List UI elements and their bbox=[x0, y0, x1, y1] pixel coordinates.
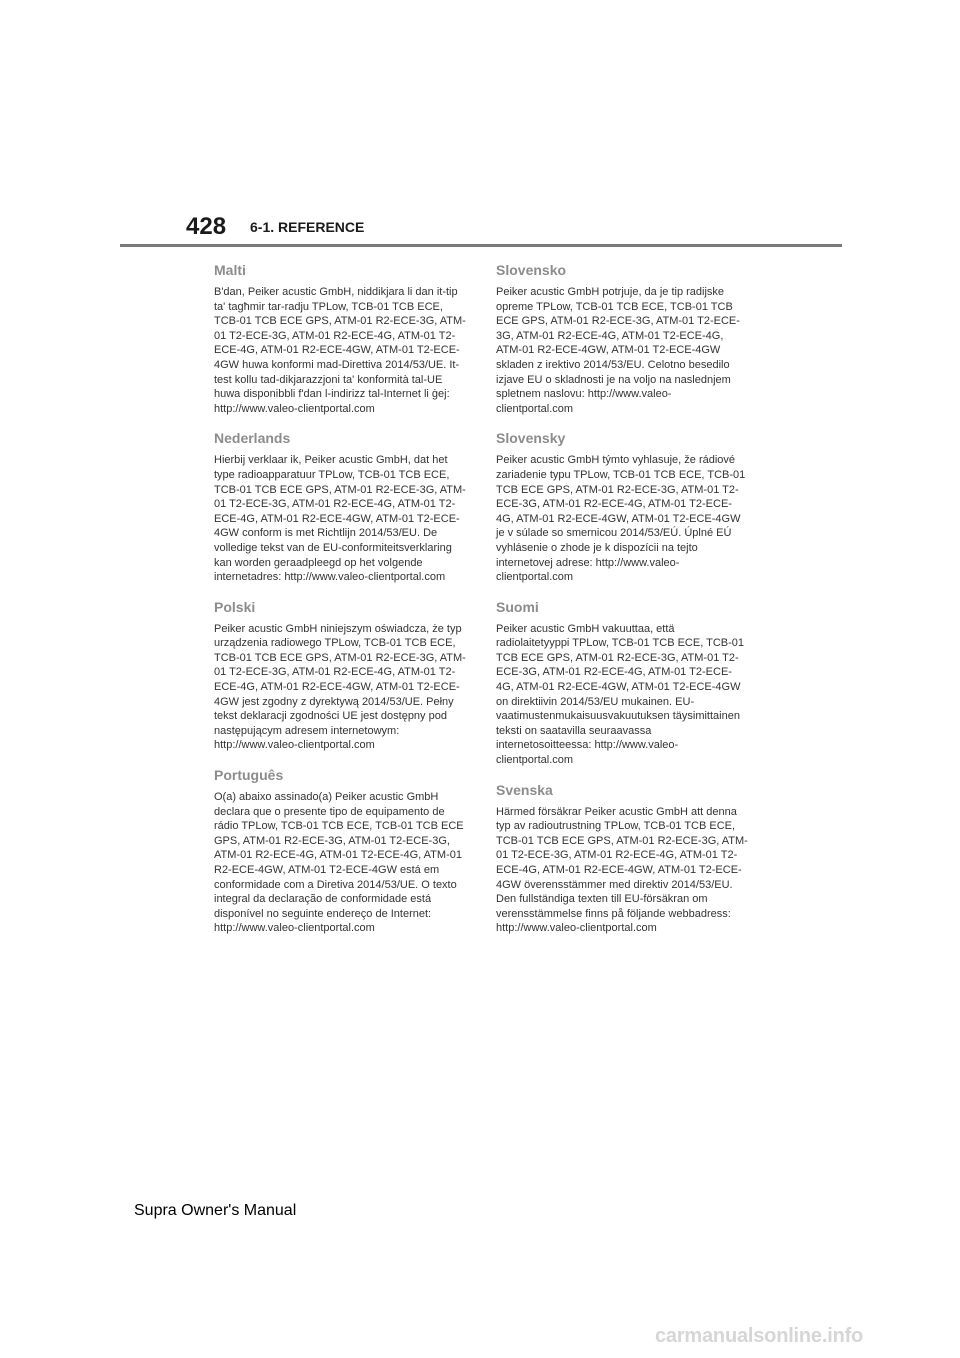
lang-block-polski bbox=[214, 599, 466, 753]
lang-text: Peiker acustic GmbH niniejszym oświadcza, że typ urządzenia radiowego TPLow, TCB-01 TCB ECE, TCB-01 TCB ECE GPS, ATM-01 R2-ECE-3G, ATM-01 T2-ECE-3G, ATM-01 R2-ECE-4G, ATM-01 T2-ECE-4G, ATM-01 R2-ECE-4GW, ATM-01 T2-ECE-4GW jest zgodny z dyrektywą 2014/53/UE. Pełny tekst deklaracji zgodności UE jest dostępny pod następującym adresem internetowym: http://www.valeo-clientportal.com bbox=[214, 622, 466, 752]
lang-text: Peiker acustic GmbH potrjuje, da je tip radijske opreme TPLow, TCB-01 TCB ECE, TCB-01 TCB ECE GPS, ATM-01 R2-ECE-3G, ATM-01 T2-ECE-3G, ATM-01 R2-ECE-4G, ATM-01 T2-ECE-4G, ATM-01 R2-ECE-4GW, ATM-01 T2-ECE-4GW skladen z irektivo 2014/53/EU. Celotno besedilo izjave EU o skladnosti je na voljo na naslednjem spletnem naslovu: http://www.valeo-clientportal.com bbox=[496, 286, 740, 415]
section-title: 6-1. REFERENCE bbox=[250, 219, 365, 235]
lang-heading: Malti bbox=[214, 262, 246, 278]
lang-heading: Nederlands bbox=[214, 430, 291, 447]
lang-text: O(a) abaixo assinado(a) Peiker acustic GmbH declara que o presente tipo de equipamento de rádio TPLow, TCB-01 TCB ECE, TCB-01 TCB ECE GPS, ATM-01 R2-ECE-3G, ATM-01 T2-ECE-3G, ATM-01 R2-ECE-4G, ATM-01 T2-ECE-4G, ATM-01 R2-ECE-4GW, ATM-01 T2-ECE-4GW está em conformidade com a Diretiva 2014/53/UE. O texto integral da declaração de conformidade está disponível no seguinte endereço de Internet: http://www.valeo-clientportal.com bbox=[214, 791, 464, 935]
lang-block-svenska bbox=[496, 782, 748, 936]
lang-block-nederlands bbox=[214, 430, 466, 584]
lang-text: Peiker acustic GmbH vakuuttaa, että radiolaitetyyppi TPLow, TCB-01 TCB ECE, TCB-01 TCB ECE GPS, ATM-01 R2-ECE-3G, ATM-01 T2-ECE-3G, ATM-01 R2-ECE-4G, ATM-01 T2-ECE-4G, ATM-01 R2-ECE-4GW, ATM-01 T2-ECE-4GW on direktiivin 2014/53/EU mukainen. EU-vaatimustenmukaisuusvakuutuksen täysimittainen teksti on saatavilla seuraavassa internetosoitteessa: http://www.valeo-clientportal.com bbox=[496, 622, 745, 767]
lang-heading: Svenska bbox=[496, 781, 553, 798]
page-number: 428 bbox=[186, 213, 227, 240]
lang-block-slovensky bbox=[496, 430, 748, 584]
lang-heading: Slovensky bbox=[496, 430, 566, 447]
lang-heading: Slovensko bbox=[496, 262, 567, 278]
lang-block-slovensko bbox=[496, 262, 748, 416]
left-column bbox=[214, 262, 466, 950]
lang-heading: Português bbox=[214, 767, 284, 784]
footer-title: Supra Owner's Manual bbox=[134, 1202, 297, 1219]
lang-block-suomi bbox=[496, 599, 748, 768]
watermark: carmanualsonline.info bbox=[655, 1325, 864, 1347]
lang-text: B'dan, Peiker acustic GmbH, niddikjara li dan it-tip ta' tagħmir tar-radju TPLow, TCB-01 TCB ECE, TCB-01 TCB ECE GPS, ATM-01 R2-ECE-3G, ATM-01 T2-ECE-3G, ATM-01 R2-ECE-4G, ATM-01 T2-ECE-4G, ATM-01 R2-ECE-4GW, ATM-01 T2-ECE-4GW huwa konformi mad-Direttiva 2014/53/UE. It-test kollu tad-dikjarazzjoni ta' konformità tal-UE huwa disponibbli f'dan l-indirizz tal-Internet li ġej: http://www.valeo-clientportal.com bbox=[214, 286, 466, 415]
right-column bbox=[496, 262, 748, 950]
lang-text: Peiker acustic GmbH týmto vyhlasuje, že rádiové zariadenie typu TPLow, TCB-01 TCB ECE, TCB-01 TCB ECE GPS, ATM-01 R2-ECE-3G, ATM-01 T2-ECE-3G, ATM-01 R2-ECE-4G, ATM-01 T2-ECE-4G, ATM-01 R2-ECE-4GW, ATM-01 T2-ECE-4GW je v súlade so smernicou 2014/53/EÚ. Úplné EÚ vyhlásenie o zhode je k dispozícii na tejto internetovej adrese: http://www.valeo-clientportal.com bbox=[496, 454, 746, 584]
lang-text: Härmed försäkrar Peiker acustic GmbH att denna typ av radioutrustning TPLow, TCB-01 TCB ECE, TCB-01 TCB ECE GPS, ATM-01 R2-ECE-3G, ATM-01 T2-ECE-3G, ATM-01 R2-ECE-4G, ATM-01 T2-ECE-4G, ATM-01 R2-ECE-4GW, ATM-01 T2-ECE-4GW överensstämmer med direktiv 2014/53/EU. Den fullständiga texten till EU-försäkran om verensstämmelse finns på följande webbadress: http://www.valeo-clientportal.com bbox=[496, 805, 748, 935]
lang-heading: Polski bbox=[214, 598, 256, 615]
lang-text: Hierbij verklaar ik, Peiker acustic GmbH, dat het type radioapparatuur TPLow, TCB-01 TCB ECE, TCB-01 TCB ECE GPS, ATM-01 R2-ECE-3G, ATM-01 T2-ECE-3G, ATM-01 R2-ECE-4G, ATM-01 T2-ECE-4G, ATM-01 R2-ECE-4GW, ATM-01 T2-ECE-4GW conform is met Richtlijn 2014/53/EU. De volledige tekst van de EU-conformiteitsverklaring kan worden geraadpleegd op het volgende internetadres: http://www.valeo-clientportal.com bbox=[214, 454, 466, 584]
lang-block-malti bbox=[214, 262, 466, 416]
lang-block-portugues bbox=[214, 767, 466, 936]
lang-heading: Suomi bbox=[496, 598, 539, 615]
header-divider bbox=[120, 244, 842, 247]
